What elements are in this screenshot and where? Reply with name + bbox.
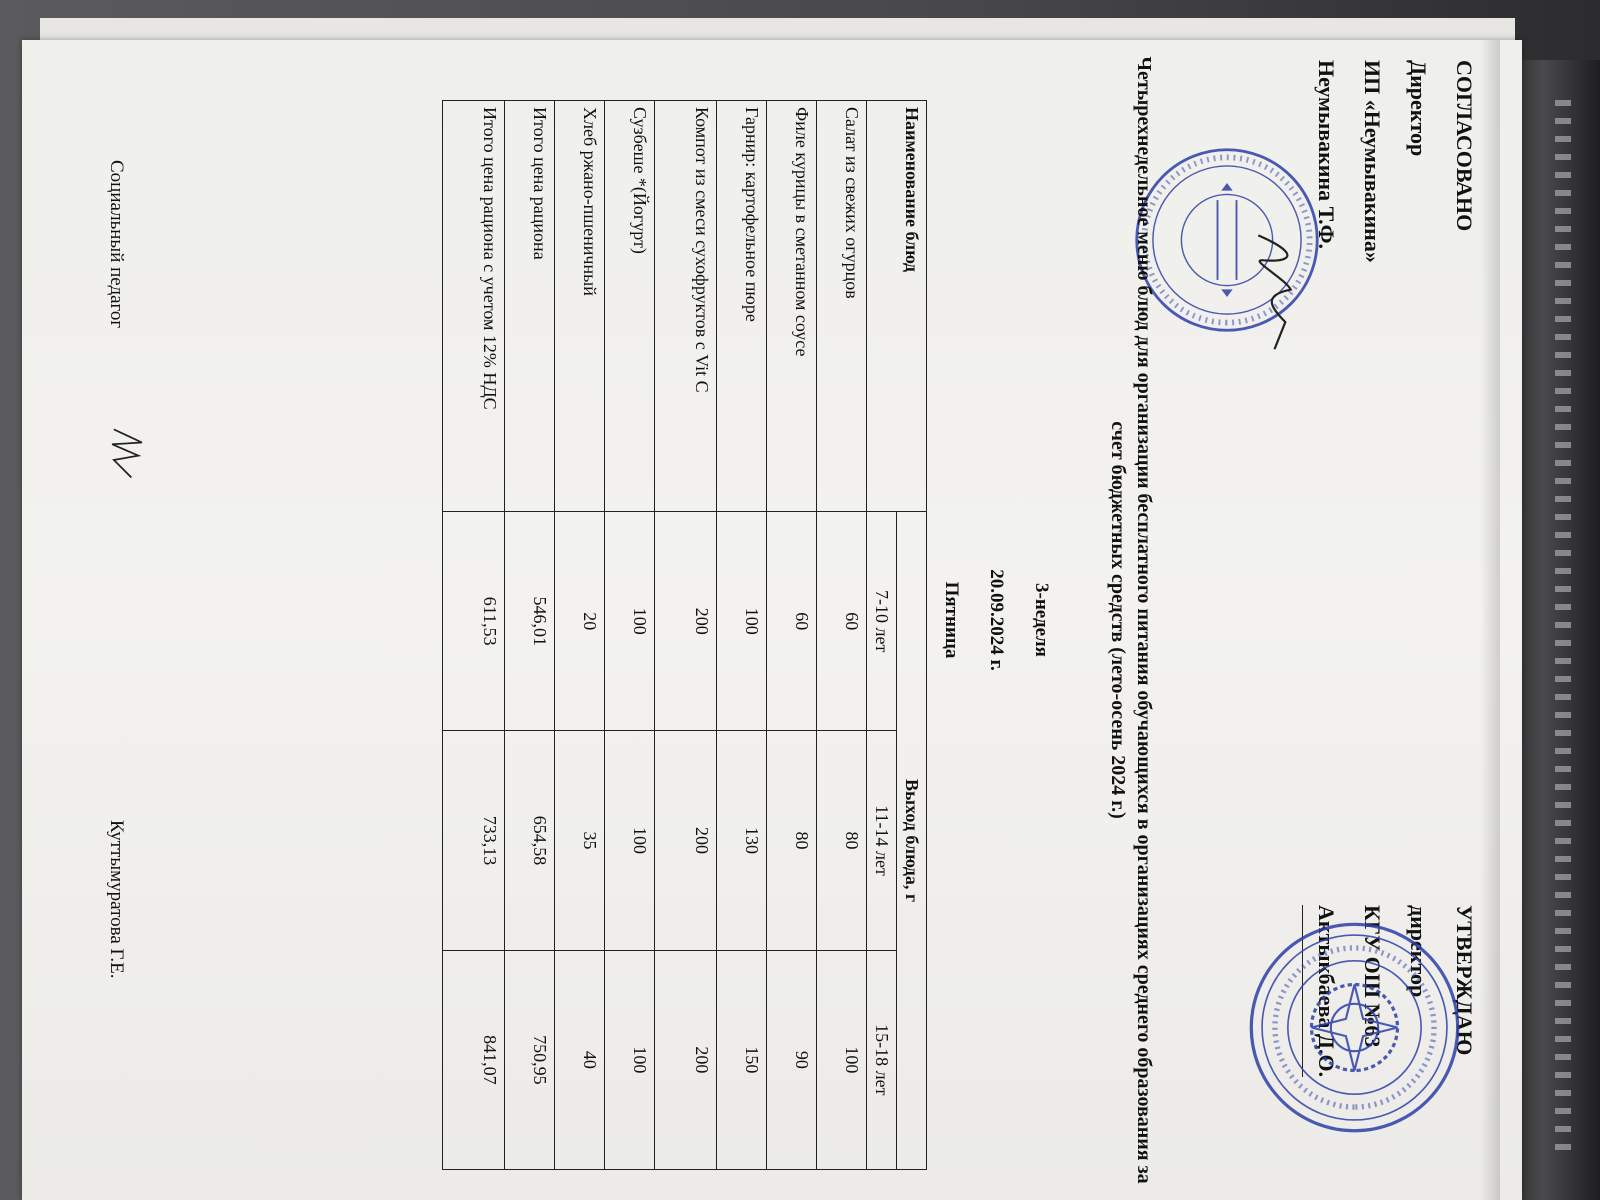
dish-name: Сузбеше *(Йогурт) xyxy=(605,101,655,512)
agreed-block xyxy=(1303,60,1487,263)
menu-date: 20.09.2024 г. xyxy=(986,569,1007,671)
director-signature xyxy=(1242,230,1307,360)
total-15-18: 750,95 xyxy=(505,950,555,1169)
table-row xyxy=(555,101,605,1170)
portion-11-14: 200 xyxy=(655,731,717,950)
agreed-org: ИП «Неумывакина» xyxy=(1360,60,1385,263)
document-sheet xyxy=(22,40,1522,1200)
portion-7-10: 200 xyxy=(655,512,717,731)
document-content xyxy=(22,40,1522,1200)
portion-15-18: 150 xyxy=(717,950,767,1169)
approved-role: директор xyxy=(1406,905,1431,998)
table-row xyxy=(605,101,655,1170)
approved-name: Актыкбаева Д.О. xyxy=(1302,905,1349,1077)
dish-name: Хлеб ржано-пшеничный xyxy=(555,101,605,512)
portion-7-10: 20 xyxy=(555,512,605,731)
portion-11-14: 80 xyxy=(767,731,817,950)
table-row-total-vat xyxy=(443,101,505,1170)
dish-name: Компот из смеси сухофруктов с Vit C xyxy=(655,101,717,512)
social-pedagogue-signature xyxy=(102,425,152,495)
portion-7-10: 60 xyxy=(817,512,867,731)
footer-role: Социальный педагог xyxy=(106,160,127,329)
menu-table xyxy=(442,100,927,1170)
portion-15-18: 100 xyxy=(605,950,655,1169)
total-vat-label: Итого цена рациона с учетом 12% НДС xyxy=(443,101,505,512)
approved-heading: УТВЕРЖДАЮ xyxy=(1452,905,1477,1056)
portion-15-18: 100 xyxy=(817,950,867,1169)
total-11-14: 654,58 xyxy=(505,731,555,950)
age-group-2: 11-14 лет xyxy=(867,731,897,950)
portion-7-10: 100 xyxy=(605,512,655,731)
column-header-output: Выход блюда, г xyxy=(897,512,927,1170)
portion-7-10: 60 xyxy=(767,512,817,731)
table-row-total xyxy=(505,101,555,1170)
footer-name: Куттымуратова Г.Е. xyxy=(106,820,127,979)
age-group-1: 7-10 лет xyxy=(867,512,897,731)
portion-11-14: 130 xyxy=(717,731,767,950)
portion-7-10: 100 xyxy=(717,512,767,731)
agreed-role: Директор xyxy=(1406,60,1431,157)
portion-15-18: 40 xyxy=(555,950,605,1169)
paper-edge-shadow xyxy=(1480,40,1500,1200)
dish-name: Филе курицы в сметанном соусе xyxy=(767,101,817,512)
agreed-name: Неумывакина Т.Ф. xyxy=(1314,60,1339,249)
portion-11-14: 35 xyxy=(555,731,605,950)
table-header-row xyxy=(897,101,927,1170)
portion-11-14: 80 xyxy=(817,731,867,950)
table-row xyxy=(767,101,817,1170)
total-vat-7-10: 611,53 xyxy=(443,512,505,731)
week-label: 3-неделя xyxy=(1031,583,1052,657)
menu-title: Четырехнедельное меню блюд для организации бесплатного питания обучающихся в организациях среднего образования за счет бюджетных средств (лето-осень 2024 г.) xyxy=(1107,56,1155,1184)
binder-holes xyxy=(1555,100,1571,1160)
dish-name: Гарнир: картофельное пюре xyxy=(717,101,767,512)
table-row xyxy=(655,101,717,1170)
portion-11-14: 100 xyxy=(605,731,655,950)
age-group-3: 15-18 лет xyxy=(867,950,897,1169)
agreed-heading: СОГЛАСОВАНО xyxy=(1452,60,1477,232)
weekday-label: Пятница xyxy=(941,581,962,659)
school-stamp xyxy=(1247,920,1462,1135)
approved-org: КГУ ОШ №63 xyxy=(1360,905,1385,1048)
total-label: Итого цена рациона xyxy=(505,101,555,512)
dish-name: Салат из свежих огурцов xyxy=(817,101,867,512)
school-stamp-icon xyxy=(1247,920,1462,1135)
total-vat-11-14: 733,13 xyxy=(443,731,505,950)
total-vat-15-18: 841,07 xyxy=(443,950,505,1169)
total-7-10: 546,01 xyxy=(505,512,555,731)
column-header-dish: Наименование блюд xyxy=(867,101,927,512)
table-row xyxy=(817,101,867,1170)
portion-15-18: 90 xyxy=(767,950,817,1169)
table-row xyxy=(717,101,767,1170)
portion-15-18: 200 xyxy=(655,950,717,1169)
